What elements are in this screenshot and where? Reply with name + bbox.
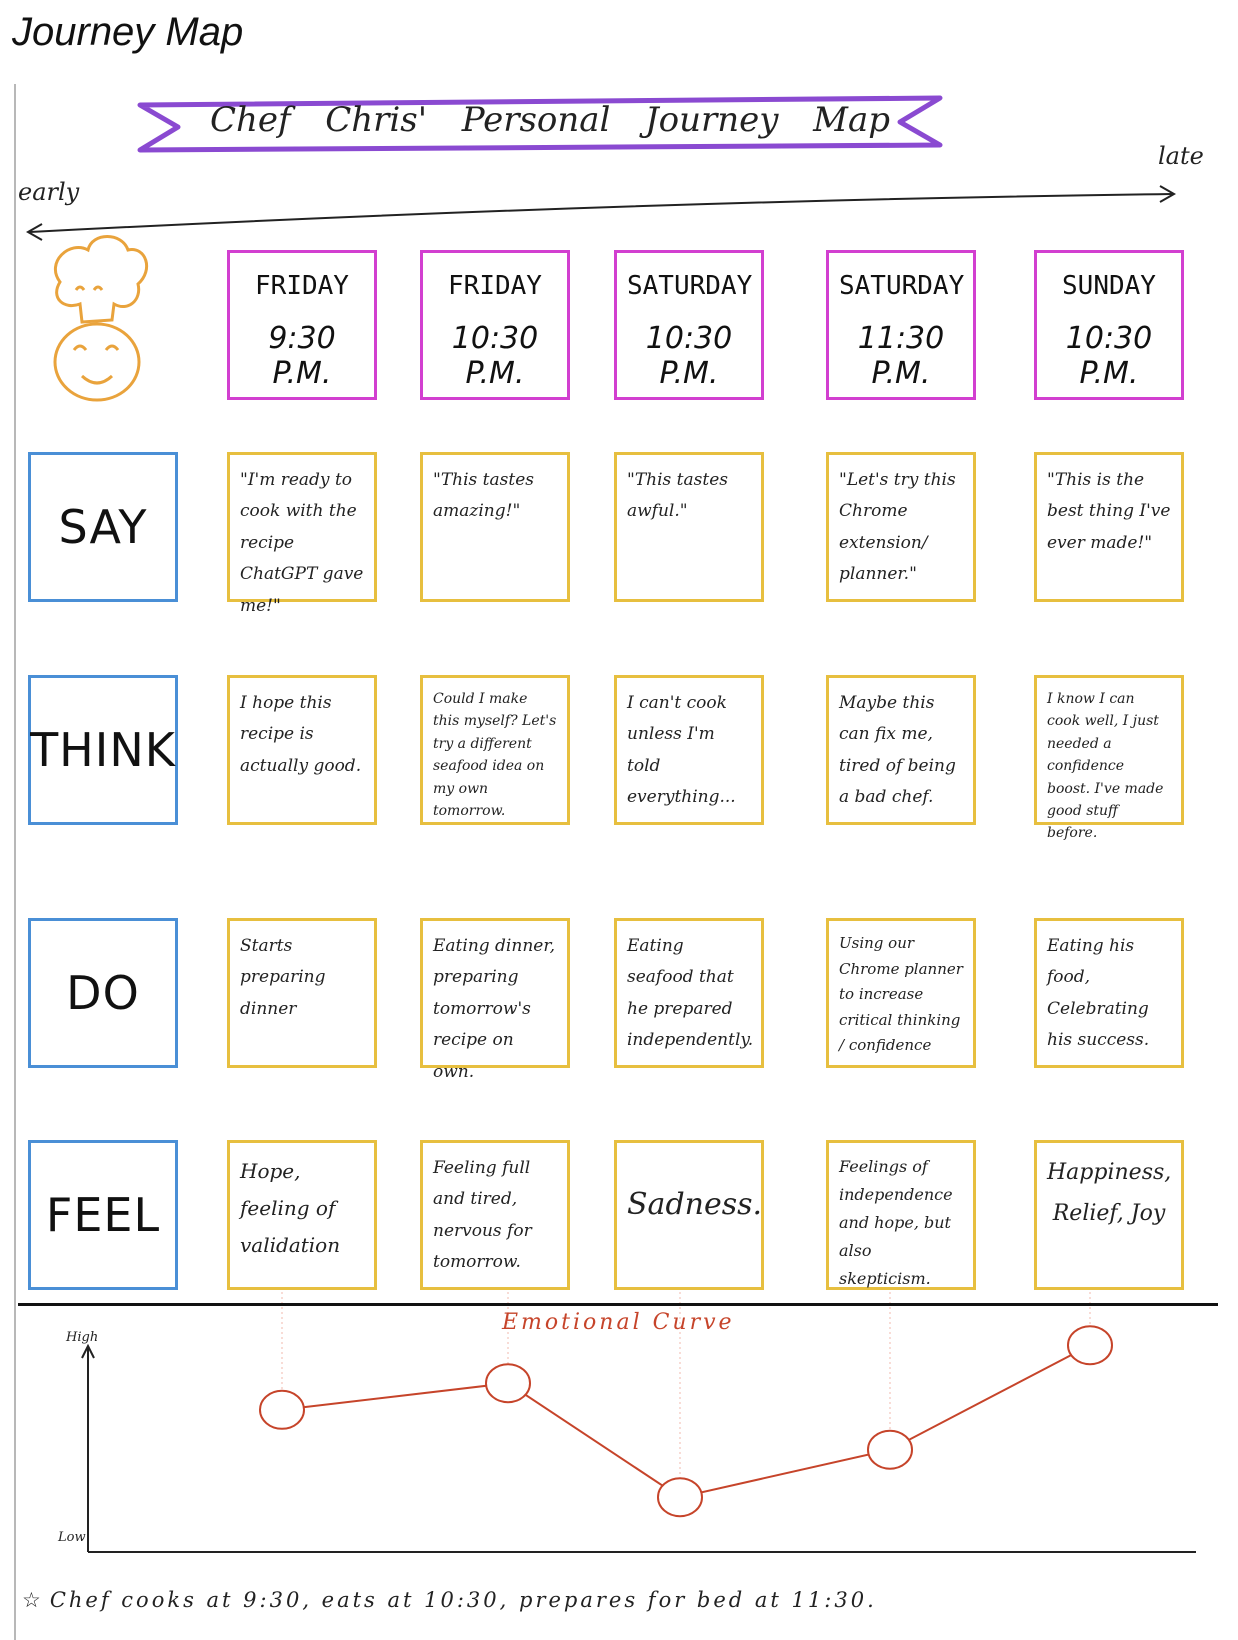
curve-point (1068, 1326, 1112, 1364)
time-hour: 10:30 P.M. (451, 321, 539, 391)
time-box (1034, 250, 1184, 400)
do-cell: Using our Chrome planner to increase critical thinking / confidence (826, 918, 976, 1068)
banner-word: Map (813, 100, 890, 140)
time-hour: 11:30 P.M. (857, 321, 945, 391)
emotional-curve-title: Emotional Curve (502, 1310, 735, 1335)
section-divider (18, 1303, 1218, 1306)
time-day: FRIDAY (255, 271, 349, 301)
do-cell: Eating his food, Celebrating his success. (1034, 918, 1184, 1068)
banner-word: Chris' (325, 100, 428, 140)
say-cell: "This tastes amazing!" (420, 452, 570, 602)
row-label-think: THINK (28, 675, 178, 825)
time-hour: 10:30 P.M. (645, 321, 733, 391)
time-box (420, 250, 570, 400)
chef-avatar-icon (55, 237, 147, 401)
time-day: FRIDAY (448, 271, 542, 301)
time-box (614, 250, 764, 400)
think-cell: I can't cook unless I'm told everything... (614, 675, 764, 825)
banner-word: Chef (210, 100, 291, 140)
feel-cell: Hope, feeling of validation (227, 1140, 377, 1290)
do-cell: Starts preparing dinner (227, 918, 377, 1068)
curve-point (868, 1431, 912, 1469)
time-day: SATURDAY (627, 271, 753, 301)
say-cell: "I'm ready to cook with the recipe ChatGPT gave me!" (227, 452, 377, 602)
axis-low-label: Low (58, 1530, 86, 1545)
page-title: Journey Map (12, 10, 244, 54)
time-box (826, 250, 976, 400)
banner-word: Personal (461, 100, 611, 140)
think-cell: Could I make this myself? Let's try a different seafood idea on my own tomorrow. (420, 675, 570, 825)
curve-point (260, 1391, 304, 1429)
row-label-do: DO (28, 918, 178, 1068)
feel-cell: Feeling full and tired, nervous for tomorrow. (420, 1140, 570, 1290)
do-cell: Eating seafood that he prepared independently. (614, 918, 764, 1068)
curve-point (486, 1364, 530, 1402)
footnote (22, 1588, 877, 1612)
do-cell: Eating dinner, preparing tomorrow's recipe on own. (420, 918, 570, 1068)
row-label-feel: FEEL (28, 1140, 178, 1290)
time-hour: 10:30 P.M. (1065, 321, 1153, 391)
curve-line (282, 1345, 1090, 1497)
timeline-end-label: late (1158, 142, 1204, 170)
curve-point (658, 1478, 702, 1516)
think-cell: Maybe this can fix me, tired of being a bad chef. (826, 675, 976, 825)
say-cell: "This tastes awful." (614, 452, 764, 602)
time-day: SUNDAY (1062, 271, 1156, 301)
feel-cell: Feelings of independence and hope, but also skepticism. (826, 1140, 976, 1290)
say-cell: "Let's try this Chrome extension/ planner." (826, 452, 976, 602)
timeline-start-label: early (18, 178, 80, 206)
banner-word: Journey (645, 100, 779, 140)
feel-cell: Sadness. (614, 1140, 764, 1290)
think-cell: I hope this recipe is actually good. (227, 675, 377, 825)
axis-high-label: High (66, 1330, 99, 1345)
timeline-arrow (28, 186, 1174, 240)
time-box (227, 250, 377, 400)
think-cell: I know I can cook well, I just needed a confidence boost. I've made good stuff before. (1034, 675, 1184, 825)
banner-title (210, 100, 890, 140)
row-label-say: SAY (28, 452, 178, 602)
time-day: SATURDAY (839, 271, 965, 301)
time-hour: 9:30 P.M. (268, 321, 336, 391)
star-icon: ☆ (22, 1588, 44, 1612)
footnote-text: Chef cooks at 9:30, eats at 10:30, prepares for bed at 11:30. (49, 1588, 877, 1612)
say-cell: "This is the best thing I've ever made!" (1034, 452, 1184, 602)
feel-cell: Happiness, Relief, Joy (1034, 1140, 1184, 1290)
